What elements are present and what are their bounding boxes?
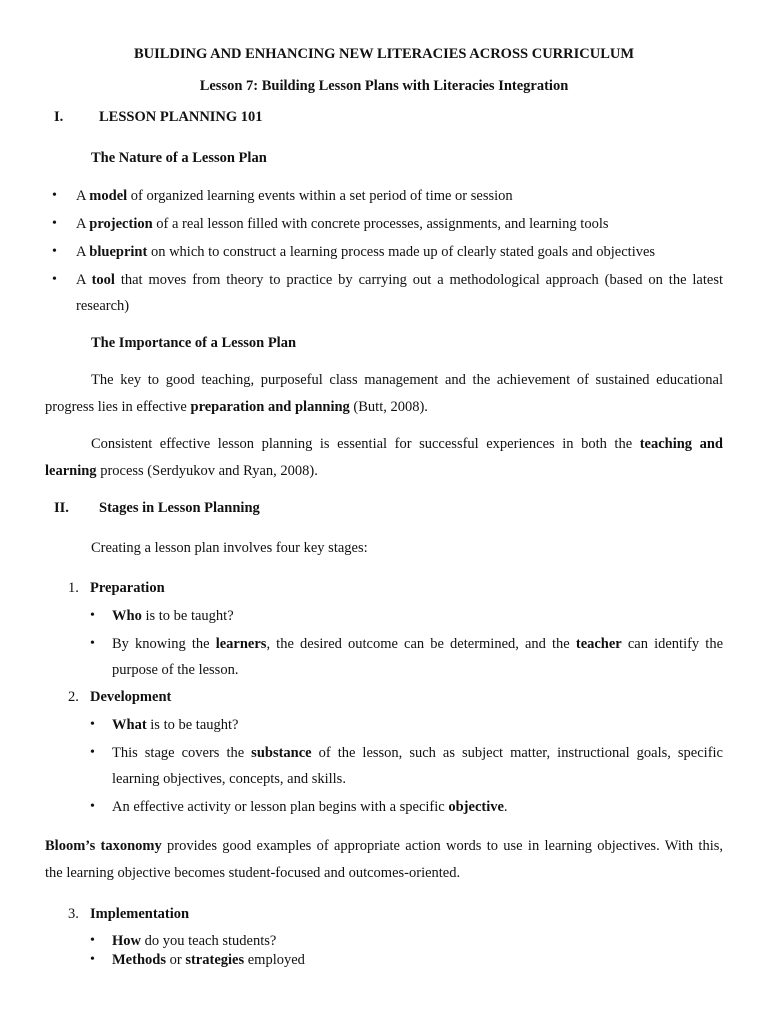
bullet-icon: • xyxy=(90,717,95,732)
importance-para-1-line-2: progress lies in effective preparation and planning (Butt, 2008). xyxy=(45,399,428,415)
nature-bullet-projection: A projection of a real lesson filled with concrete processes, assignments, and learning tools xyxy=(76,216,609,232)
stage-3-bullet-how: How do you teach students? xyxy=(112,933,277,949)
stage-2-title: Development xyxy=(90,689,172,705)
bullet-icon: • xyxy=(90,745,95,760)
section-1-numeral: I. xyxy=(54,109,64,125)
stage-3-number: 3. xyxy=(68,906,79,922)
stage-1-bullet-learners: By knowing the learners, the desired outcome can be determined, and the teacher can identify the xyxy=(112,636,724,652)
nature-heading: The Nature of a Lesson Plan xyxy=(91,150,267,166)
stage-3-bullet-methods: Methods or strategies employed xyxy=(112,952,305,968)
bullet-icon: • xyxy=(90,799,95,814)
bullet-icon: • xyxy=(52,244,57,259)
bullet-icon: • xyxy=(90,952,95,967)
section-2-numeral: II. xyxy=(54,500,69,516)
stage-1-bullet-who: Who is to be taught? xyxy=(112,608,234,624)
bloom-para-line-2: the learning objective becomes student-focused and outcomes-oriented. xyxy=(45,865,461,881)
section-1-heading: LESSON PLANNING 101 xyxy=(99,109,263,125)
bullet-icon: • xyxy=(52,216,57,231)
stage-2-bullet-objective: An effective activity or lesson plan begins with a specific objective. xyxy=(112,799,508,815)
stage-2-bullet-what: What is to be taught? xyxy=(112,717,239,733)
stage-1-number: 1. xyxy=(68,580,79,596)
stages-intro: Creating a lesson plan involves four key stages: xyxy=(91,540,368,556)
bullet-icon: • xyxy=(90,933,95,948)
bullet-icon: • xyxy=(90,608,95,623)
nature-bullet-tool-cont: research) xyxy=(76,298,130,314)
stage-3-title: Implementation xyxy=(90,906,190,922)
stage-2-bullet-substance: This stage covers the substance of the lesson, such as subject matter, instructional goals, specific xyxy=(112,745,723,761)
nature-bullet-model: A model of organized learning events within a set period of time or session xyxy=(76,188,513,204)
document-title: BUILDING AND ENHANCING NEW LITERACIES ACROSS CURRICULUM xyxy=(133,46,635,62)
importance-para-1-line-1: The key to good teaching, purposeful class management and the achievement of sustained educational xyxy=(91,372,723,388)
bullet-icon: • xyxy=(52,188,57,203)
lesson-title: Lesson 7: Building Lesson Plans with Literacies Integration xyxy=(199,78,569,94)
nature-bullet-tool: A tool that moves from theory to practice by carrying out a methodological approach (based on the latest xyxy=(76,272,723,288)
stage-2-number: 2. xyxy=(68,689,79,705)
stage-1-bullet-learners-cont: purpose of the lesson. xyxy=(112,662,239,678)
bloom-para-line-1: Bloom’s taxonomy provides good examples of appropriate action words to use in learning objectives. With this, xyxy=(45,838,723,854)
bullet-icon: • xyxy=(90,636,95,651)
stage-2-bullet-substance-cont: learning objectives, concepts, and skills. xyxy=(112,771,346,787)
bullet-icon: • xyxy=(52,272,57,287)
nature-bullet-blueprint: A blueprint on which to construct a learning process made up of clearly stated goals and objectives xyxy=(76,244,656,260)
importance-para-2-line-1: Consistent effective lesson planning is essential for successful experiences in both the teaching and xyxy=(91,436,723,452)
stage-1-title: Preparation xyxy=(90,580,165,596)
section-2-heading: Stages in Lesson Planning xyxy=(99,500,260,516)
importance-para-2-line-2: learning process (Serdyukov and Ryan, 2008). xyxy=(45,463,318,479)
importance-heading: The Importance of a Lesson Plan xyxy=(91,335,297,351)
